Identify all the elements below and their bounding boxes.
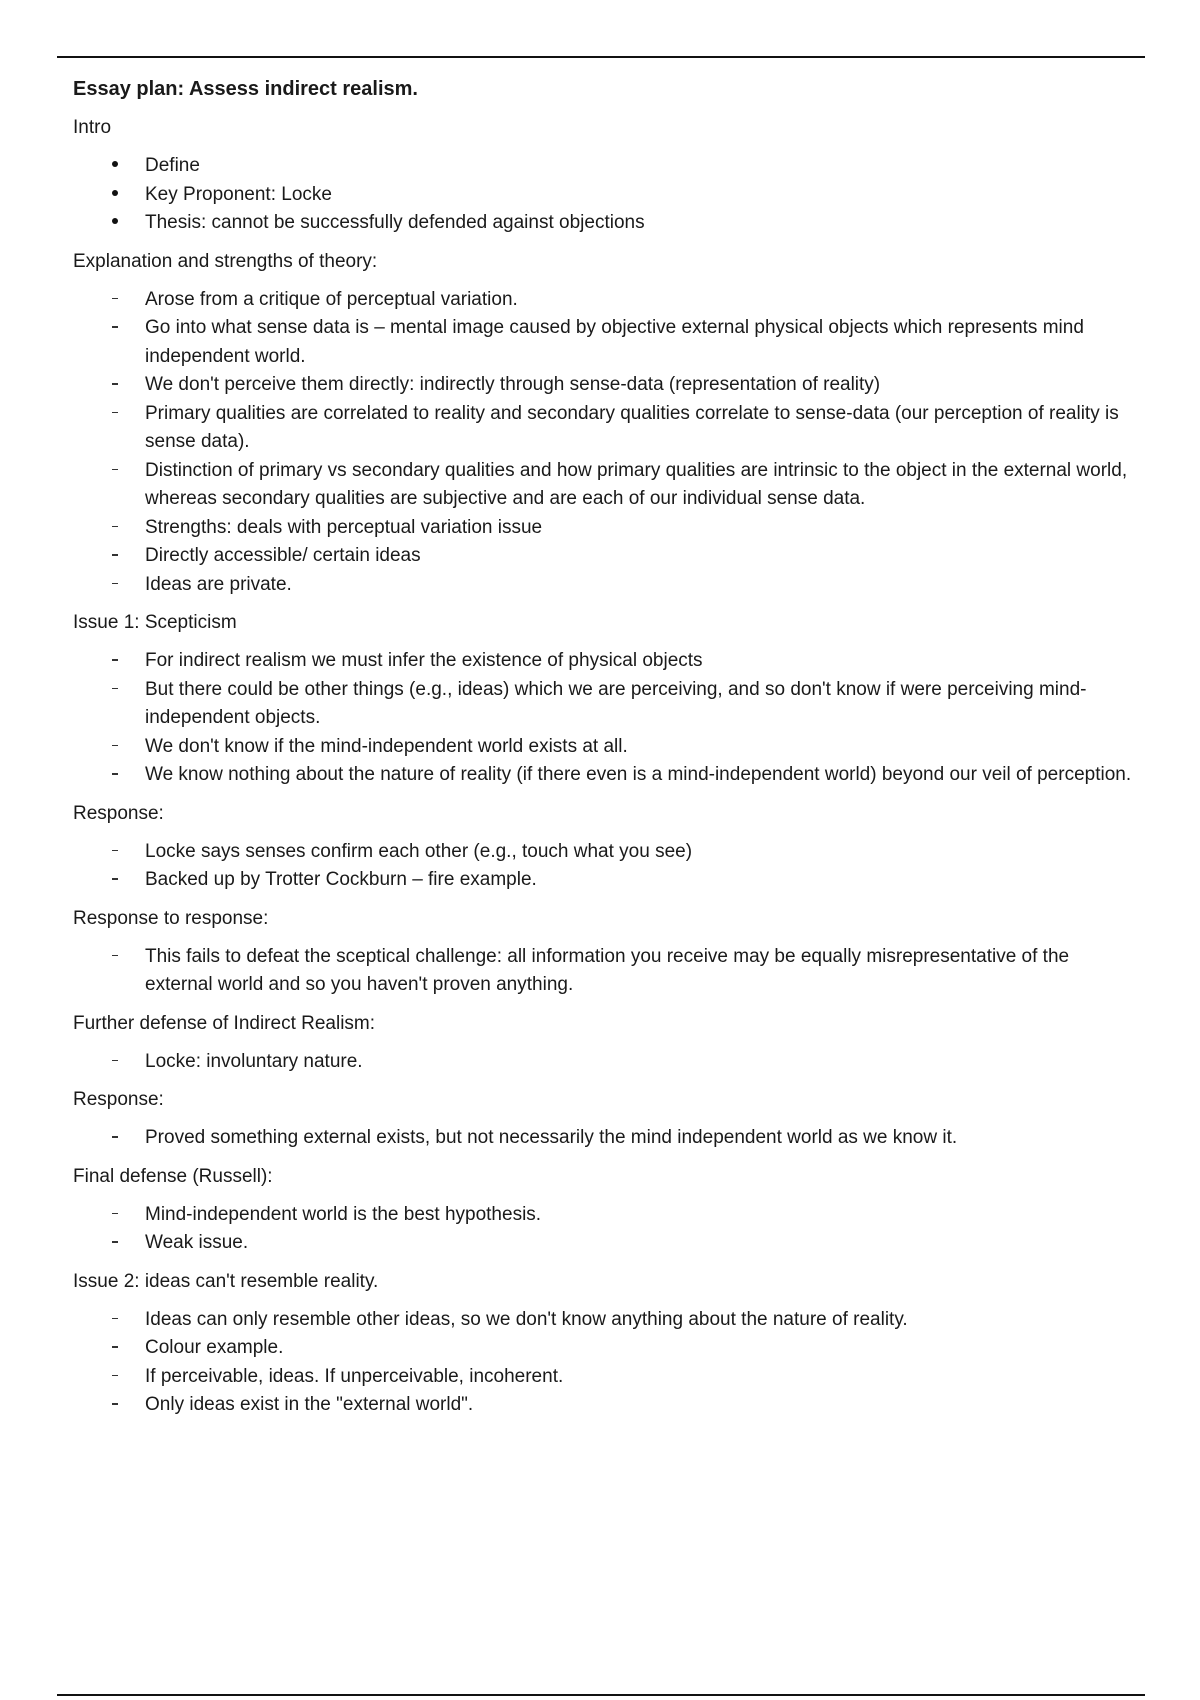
list-item-text: Colour example. <box>145 1337 284 1358</box>
sections-container <box>73 114 1133 1420</box>
list-item <box>73 866 1133 895</box>
list-item <box>73 1048 1133 1077</box>
section-heading: Issue 2: ideas can't resemble reality. <box>73 1270 379 1292</box>
bullet-list <box>73 943 1133 1000</box>
section-heading: Response: <box>73 802 164 824</box>
list-item <box>73 286 1133 315</box>
list-item <box>73 676 1133 733</box>
bullet-dash-icon <box>105 457 125 486</box>
list-item-text: Ideas are private. <box>145 573 292 595</box>
bullet-dash-icon <box>105 1201 125 1230</box>
list-item <box>73 209 1133 238</box>
bullet-dash-icon <box>105 1391 125 1420</box>
list-item-text: Locke: involuntary nature. <box>145 1050 363 1072</box>
bullet-dash-icon <box>105 571 125 600</box>
bullet-dash-icon <box>105 286 125 315</box>
bottom-rule <box>57 1694 1145 1696</box>
bullet-dash-icon <box>105 761 125 790</box>
list-item-text: We don't perceive them directly: indirectly through sense-data (representation of reality) <box>145 374 881 395</box>
list-item <box>73 542 1133 571</box>
bullet-list <box>73 1124 1133 1153</box>
list-item-text: We don't know if the mind-independent world exists at all. <box>145 735 628 757</box>
document-body <box>73 72 1133 1430</box>
list-item <box>73 400 1133 457</box>
bullet-dash-icon <box>105 647 125 676</box>
list-item <box>73 1201 1133 1230</box>
bullet-dash-icon <box>105 733 125 762</box>
bullet-dash-icon <box>105 400 125 429</box>
bullet-list <box>73 1201 1133 1258</box>
bullet-dash-icon <box>105 1306 125 1335</box>
page-title: Essay plan: Assess indirect realism. <box>73 78 418 100</box>
section-heading: Explanation and strengths of theory: <box>73 250 378 272</box>
section-heading: Response: <box>73 1089 164 1110</box>
section-heading: Further defense of Indirect Realism: <box>73 1012 376 1034</box>
top-rule <box>57 56 1145 58</box>
bullet-list <box>73 838 1133 895</box>
bullet-dash-icon <box>105 1124 125 1153</box>
list-item-text: If perceivable, ideas. If unperceivable, incoherent. <box>145 1365 564 1387</box>
list-item <box>73 838 1133 867</box>
list-item-text: We know nothing about the nature of reality (if there even is a mind-independent world) beyond our veil of perception. <box>145 764 1132 785</box>
section-heading: Final defense (Russell): <box>73 1165 273 1187</box>
list-item-text: Define <box>145 155 200 176</box>
bullet-dash-icon <box>105 314 125 343</box>
section-heading: Response to response: <box>73 907 269 929</box>
bullet-dash-icon <box>105 943 125 972</box>
bullet-dot-icon <box>105 181 125 210</box>
list-item-text: Primary qualities are correlated to reality and secondary qualities correlate to sense-data (our perception of reality is sense data). <box>145 402 1119 452</box>
list-item-text: Key Proponent: Locke <box>145 183 332 205</box>
list-item <box>73 1124 1133 1153</box>
bullet-dash-icon <box>105 838 125 867</box>
bullet-dash-icon <box>105 514 125 543</box>
bullet-dot-icon <box>105 152 125 181</box>
section-heading: Intro <box>73 117 112 138</box>
list-item <box>73 733 1133 762</box>
list-item-text: Only ideas exist in the "external world". <box>145 1394 474 1415</box>
bullet-dash-icon <box>105 371 125 400</box>
bullet-dash-icon <box>105 1334 125 1363</box>
bullet-list <box>73 647 1133 790</box>
list-item-text: Backed up by Trotter Cockburn – fire example. <box>145 869 537 890</box>
list-item-text: Thesis: cannot be successfully defended against objections <box>145 212 645 233</box>
section-heading: Issue 1: Scepticism <box>73 612 237 633</box>
bullet-list <box>73 1306 1133 1420</box>
list-item <box>73 647 1133 676</box>
list-item-text: This fails to defeat the sceptical challenge: all information you receive may be equally misrepresentative of the external world and so you haven't proven anything. <box>145 945 1070 995</box>
bullet-list <box>73 286 1133 600</box>
bullet-list <box>73 1048 1133 1077</box>
list-item <box>73 1363 1133 1392</box>
bullet-list <box>73 152 1133 238</box>
bullet-dot-icon <box>105 209 125 238</box>
list-item <box>73 761 1133 790</box>
bullet-dash-icon <box>105 866 125 895</box>
list-item-text: Weak issue. <box>145 1232 249 1253</box>
list-item-text: But there could be other things (e.g., ideas) which we are perceiving, and so don't know if were perceiving mind-independent objects. <box>145 678 1087 728</box>
list-item-text: Ideas can only resemble other ideas, so we don't know anything about the nature of reality. <box>145 1308 908 1330</box>
list-item-text: For indirect realism we must infer the existence of physical objects <box>145 650 703 671</box>
bullet-dash-icon <box>105 1048 125 1077</box>
list-item <box>73 1229 1133 1258</box>
list-item <box>73 314 1133 371</box>
list-item <box>73 457 1133 514</box>
bullet-dash-icon <box>105 1363 125 1392</box>
list-item <box>73 1391 1133 1420</box>
bullet-dash-icon <box>105 1229 125 1258</box>
list-item-text: Locke says senses confirm each other (e.g., touch what you see) <box>145 840 693 862</box>
bullet-dash-icon <box>105 542 125 571</box>
list-item-text: Proved something external exists, but not necessarily the mind independent world as we know it. <box>145 1127 958 1148</box>
list-item <box>73 152 1133 181</box>
list-item-text: Distinction of primary vs secondary qualities and how primary qualities are intrinsic to the object in the external world, whereas secondary qualities are subjective and are each of our individual sense data. <box>145 459 1128 509</box>
list-item <box>73 943 1133 1000</box>
list-item <box>73 571 1133 600</box>
list-item-text: Arose from a critique of perceptual variation. <box>145 288 518 310</box>
list-item <box>73 181 1133 210</box>
bullet-dash-icon <box>105 676 125 705</box>
list-item-text: Go into what sense data is – mental image caused by objective external physical objects which represents mind independent world. <box>145 317 1084 367</box>
list-item <box>73 1306 1133 1335</box>
list-item <box>73 514 1133 543</box>
list-item-text: Directly accessible/ certain ideas <box>145 545 421 566</box>
list-item-text: Strengths: deals with perceptual variation issue <box>145 516 543 538</box>
list-item <box>73 1334 1133 1363</box>
list-item-text: Mind-independent world is the best hypothesis. <box>145 1203 542 1225</box>
list-item <box>73 371 1133 400</box>
